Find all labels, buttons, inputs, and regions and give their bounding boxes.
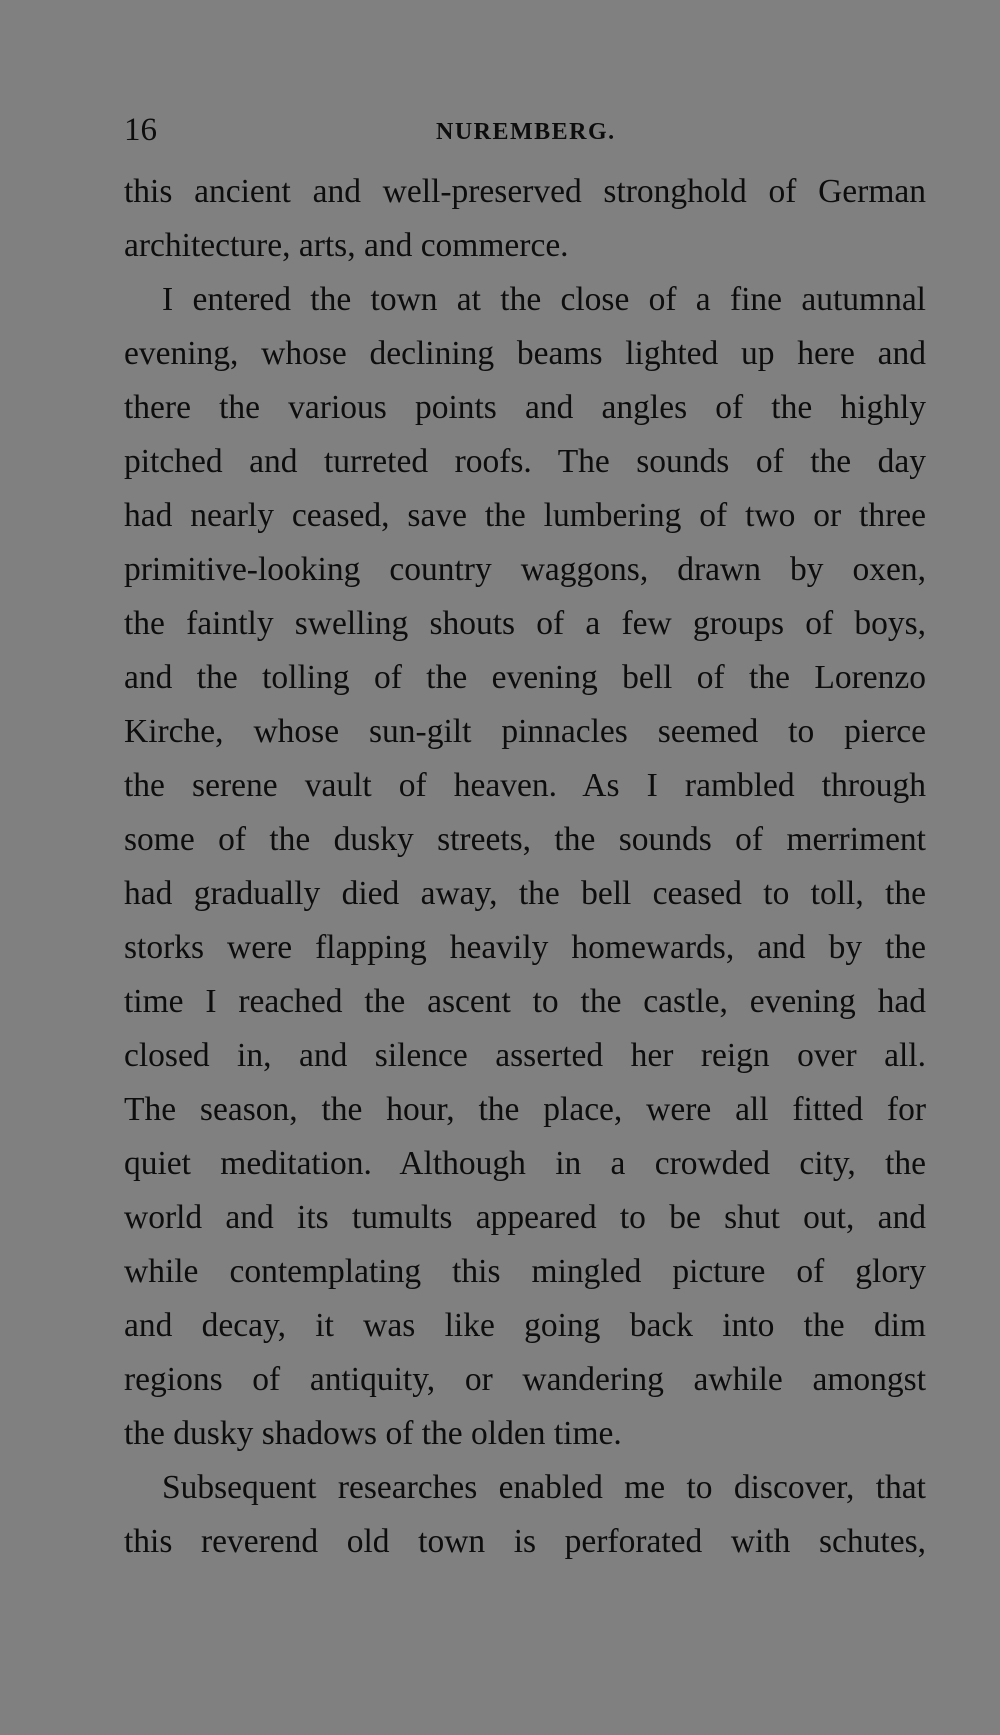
text-line: evening, whose declining beams lighted up here and bbox=[124, 335, 926, 372]
text-line: had gradually died away, the bell ceased to toll, the bbox=[124, 875, 926, 912]
book-page bbox=[124, 110, 926, 1569]
body-text bbox=[124, 165, 926, 1569]
text-line: and decay, it was like going back into the dim bbox=[124, 1307, 926, 1344]
text-line: I entered the town at the close of a fine autumnal bbox=[162, 281, 926, 318]
text-line: the faintly swelling shouts of a few groups of boys, bbox=[124, 605, 926, 642]
text-line: pitched and turreted roofs. The sounds of the day bbox=[124, 443, 926, 480]
running-head bbox=[124, 110, 926, 150]
text-line: world and its tumults appeared to be shut out, and bbox=[124, 1199, 926, 1236]
text-line: this ancient and well-preserved stronghold of German bbox=[124, 173, 926, 210]
text-line: regions of antiquity, or wandering awhile amongst bbox=[124, 1361, 926, 1398]
text-line: Subsequent researches enabled me to discover, that bbox=[162, 1469, 926, 1506]
text-line: The season, the hour, the place, were all fitted for bbox=[124, 1091, 926, 1128]
text-line: there the various points and angles of the highly bbox=[124, 389, 926, 426]
text-line: this reverend old town is perforated with schutes, bbox=[124, 1523, 926, 1560]
text-line: the serene vault of heaven. As I rambled through bbox=[124, 767, 926, 804]
text-line: primitive-looking country waggons, drawn by oxen, bbox=[124, 551, 926, 588]
text-line: storks were flapping heavily homewards, and by the bbox=[124, 929, 926, 966]
text-line: architecture, arts, and commerce. bbox=[124, 227, 569, 264]
page-number: 16 bbox=[124, 112, 157, 148]
text-line: the dusky shadows of the olden time. bbox=[124, 1415, 622, 1452]
text-line: time I reached the ascent to the castle, evening had bbox=[124, 983, 926, 1020]
text-line: had nearly ceased, save the lumbering of two or three bbox=[124, 497, 926, 534]
text-line: Kirche, whose sun-gilt pinnacles seemed to pierce bbox=[124, 713, 926, 750]
running-title: NUREMBERG. bbox=[436, 119, 616, 145]
text-line: while contemplating this mingled picture of glory bbox=[124, 1253, 926, 1290]
text-line: quiet meditation. Although in a crowded city, the bbox=[124, 1145, 926, 1182]
text-line: closed in, and silence asserted her reign over all. bbox=[124, 1037, 926, 1074]
text-line: and the tolling of the evening bell of the Lorenzo bbox=[124, 659, 926, 696]
text-line: some of the dusky streets, the sounds of merriment bbox=[124, 821, 926, 858]
